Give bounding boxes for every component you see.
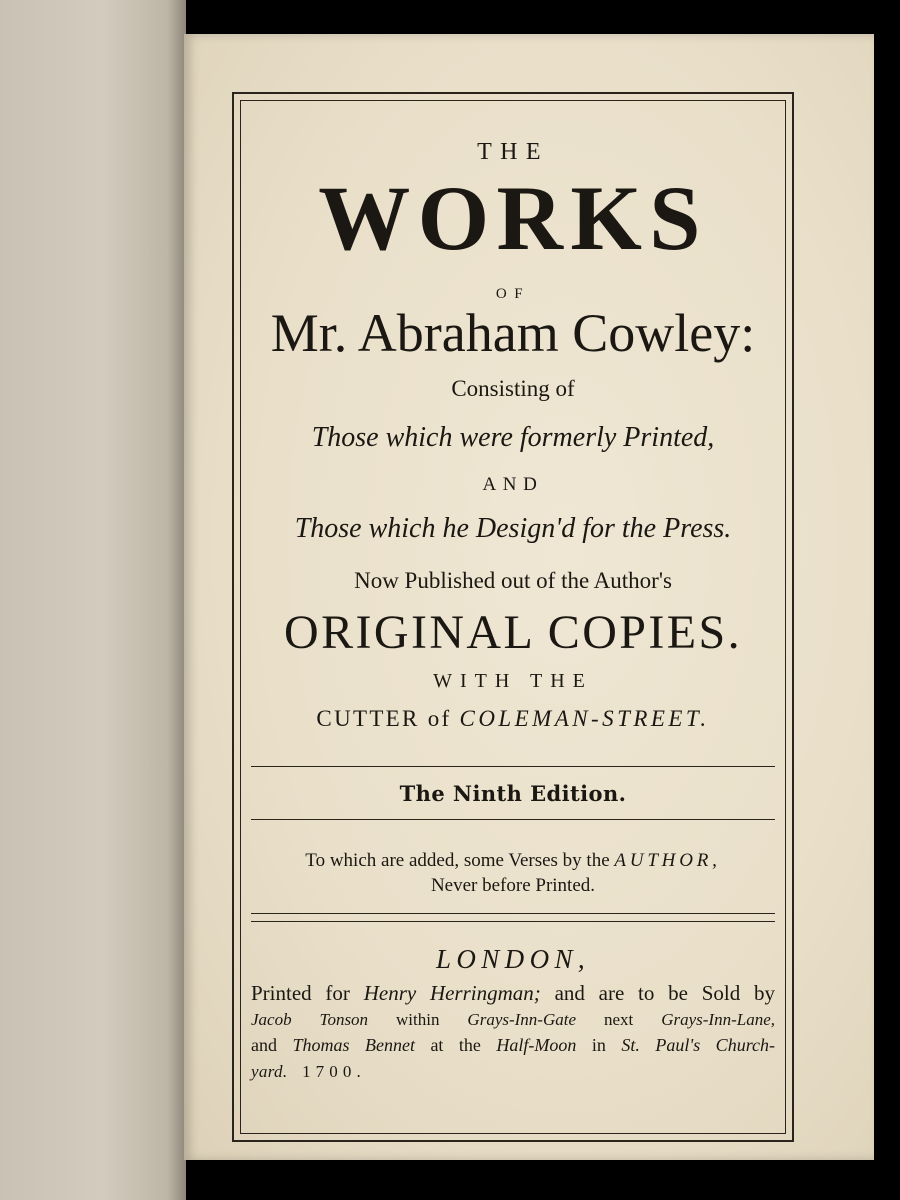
title-page bbox=[184, 34, 874, 1160]
title-the: THE bbox=[477, 139, 549, 165]
imprint-line-2 bbox=[251, 1010, 775, 1030]
added-prefix: To which are added, some Verses by the bbox=[305, 850, 610, 871]
and-line: AND bbox=[482, 474, 544, 495]
original-copies: ORIGINAL COPIES. bbox=[284, 606, 742, 659]
cutter-prefix: CUTTER of bbox=[316, 706, 452, 731]
title-works: WORKS bbox=[318, 167, 708, 269]
double-rule-border bbox=[232, 92, 794, 1142]
within: within bbox=[396, 1010, 440, 1029]
cutter-line bbox=[241, 706, 785, 732]
author-name: Mr. Abraham Cowley: bbox=[270, 303, 756, 363]
next: next bbox=[603, 1010, 634, 1029]
at-the: at the bbox=[430, 1035, 481, 1055]
with-the-line: WITH THE bbox=[433, 670, 593, 692]
imprint-line-1 bbox=[251, 981, 775, 1006]
rule-top bbox=[251, 766, 775, 767]
sold-by: and are to be Sold by bbox=[554, 981, 776, 1005]
rule-middle bbox=[251, 819, 775, 820]
yard: yard. bbox=[251, 1062, 288, 1081]
and-word: and bbox=[251, 1035, 277, 1055]
imprint-line-4 bbox=[251, 1062, 775, 1082]
coleman-street: COLEMAN-STREET. bbox=[459, 706, 710, 731]
rule-bottom-second bbox=[251, 921, 775, 922]
published-line: Now Published out of the Author's bbox=[354, 568, 672, 593]
imprint-line-3 bbox=[251, 1035, 775, 1056]
imprint-year: 1700. bbox=[302, 1062, 366, 1081]
seller-tonson: Jacob Tonson bbox=[251, 1010, 369, 1029]
grays-inn-lane: Grays-Inn-Lane, bbox=[661, 1010, 775, 1029]
inner-border bbox=[240, 100, 786, 1134]
title-of: OF bbox=[495, 286, 531, 302]
added-author: AUTHOR, bbox=[614, 850, 721, 871]
facing-blank-page bbox=[0, 0, 186, 1200]
grays-inn-gate: Grays-Inn-Gate bbox=[467, 1010, 577, 1029]
designed-for-press-line: Those which he Design'd for the Press. bbox=[294, 513, 732, 544]
st-pauls-church: St. Paul's Church- bbox=[621, 1035, 776, 1055]
added-verses-line-2: Never before Printed. bbox=[430, 875, 596, 896]
rule-bottom bbox=[251, 913, 775, 914]
printed-for: Printed for bbox=[251, 981, 350, 1005]
added-verses-line-1 bbox=[241, 850, 785, 872]
formerly-printed-line: Those which were formerly Printed, bbox=[311, 422, 715, 453]
in-word: in bbox=[591, 1035, 606, 1055]
printer-name: Henry Herringman; bbox=[363, 981, 541, 1005]
consisting-of: Consisting of bbox=[451, 376, 575, 401]
seller-bennet: Thomas Bennet bbox=[292, 1035, 415, 1055]
edition-statement: The Ninth Edition. bbox=[399, 781, 627, 806]
imprint-city: LONDON, bbox=[435, 944, 591, 974]
half-moon: Half-Moon bbox=[496, 1035, 577, 1055]
